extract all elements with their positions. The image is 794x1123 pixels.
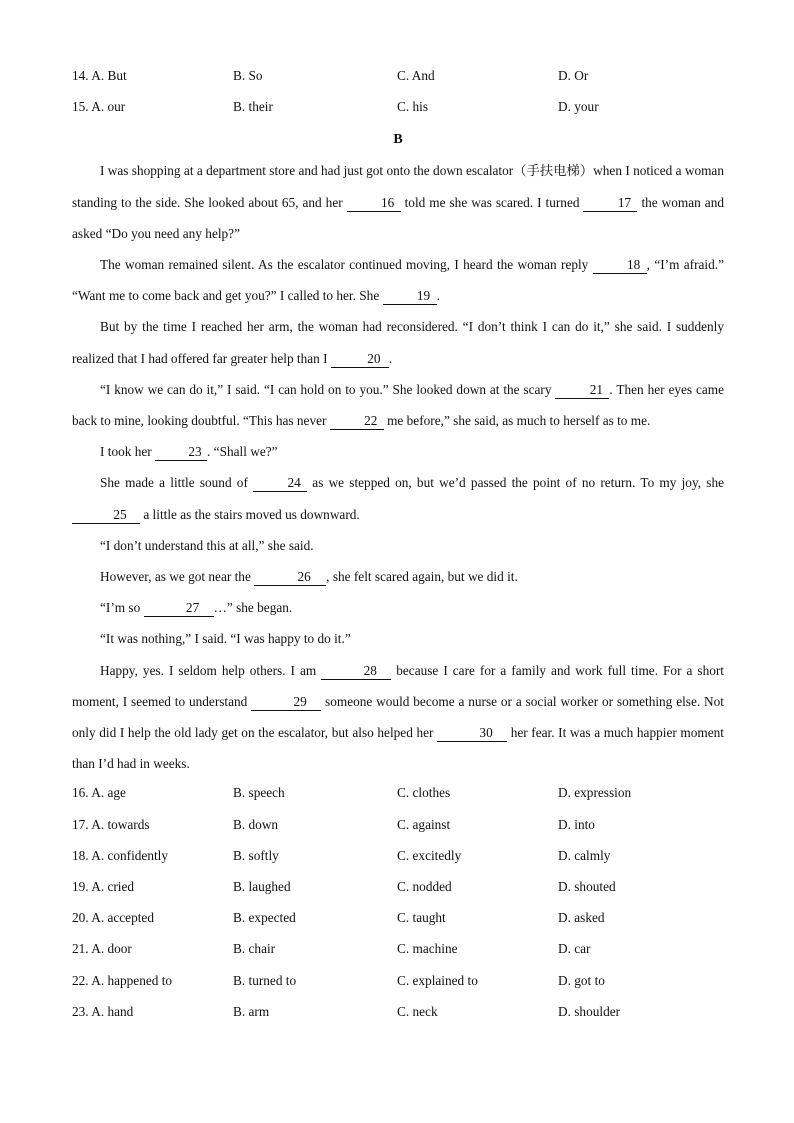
option-a: 22. A. happened to	[72, 972, 173, 988]
option-d: D. car	[558, 941, 591, 957]
option-d: D. shouted	[558, 879, 616, 894]
option-d: D. shoulder	[558, 1003, 621, 1019]
option-c: C. And	[397, 68, 435, 83]
option-a: 23. A. hand	[72, 1003, 134, 1019]
option-row-15	[72, 93, 724, 124]
passage-paragraph-5: I took her 23 . “Shall we?”	[100, 444, 278, 460]
option-c: C. nodded	[397, 879, 452, 894]
blank-22: 22	[330, 412, 384, 430]
passage-paragraph-7: “I don’t understand this at all,” she said.	[100, 537, 314, 553]
option-c: C. clothes	[397, 785, 451, 801]
option-b: B. down	[233, 816, 279, 832]
passage-paragraph-11: Happy, yes. I seldom help others. I am 28 because I care for a family and work full time. For a short moment, I seemed to understand 29 someone would become a nurse or a social worker or something else. Not only did I help the old lady get on the escalator, but also helped her 30 her fear. It was a much happier moment than I’d had in weeks.	[72, 662, 725, 772]
option-d: D. Or	[558, 68, 589, 83]
answer-options	[72, 779, 724, 1029]
passage-paragraph-10: “It was nothing,” I said. “I was happy to do it.”	[100, 631, 351, 647]
blank-23: 23	[155, 443, 207, 461]
option-c: C. against	[397, 816, 451, 832]
option-a: 18. A. confidently	[72, 847, 169, 863]
blank-19: 19	[383, 287, 437, 305]
blank-26: 26	[254, 568, 326, 586]
blank-24: 24	[253, 474, 307, 492]
option-row-21	[72, 935, 724, 966]
option-a: 17. A. towards	[72, 816, 150, 832]
option-a: 16. A. age	[72, 785, 126, 801]
option-c: C. taught	[397, 910, 446, 926]
passage-paragraph-3: But by the time I reached her arm, the woman had reconsidered. “I don’t think I can do it,” she said. I suddenly realized that I had offered far greater help than I 20 .	[72, 319, 724, 366]
option-d: D. into	[558, 816, 595, 832]
exam-page	[72, 62, 724, 1029]
option-b: B. their	[233, 99, 273, 115]
option-b: B. chair	[233, 941, 276, 957]
option-c: C. explained to	[397, 972, 478, 988]
option-d: D. got to	[558, 972, 605, 988]
blank-30: 30	[437, 724, 507, 742]
option-c: C. neck	[397, 1003, 438, 1019]
option-d: D. your	[558, 99, 599, 115]
option-row-17	[72, 811, 724, 842]
option-row-14	[72, 62, 724, 93]
blank-16: 16	[347, 194, 401, 212]
option-a: 21. A. door	[72, 941, 132, 957]
option-b: B. speech	[233, 785, 285, 801]
passage-paragraph-4: “I know we can do it,” I said. “I can hold on to you.” She looked down at the scary 21 . Then her eyes came back to mine, looking doubtful. “This has never 22 me before,” she said, as much to herself as to me.	[72, 381, 724, 428]
option-c: C. his	[397, 99, 429, 115]
option-row-18	[72, 842, 724, 873]
option-b: B. expected	[233, 910, 296, 926]
option-row-20	[72, 904, 724, 935]
option-a: 15. A. our	[72, 99, 126, 115]
blank-17: 17	[583, 194, 637, 212]
passage-paragraph-8: However, as we got near the 26 , she felt scared again, but we did it.	[100, 569, 518, 585]
option-row-16	[72, 779, 724, 810]
option-b: B. laughed	[233, 879, 291, 894]
blank-28: 28	[321, 662, 391, 680]
option-d: D. expression	[558, 785, 632, 801]
option-d: D. asked	[558, 910, 605, 926]
passage-paragraph-6: She made a little sound of 24 as we stepped on, but we’d passed the point of no return. To my joy, she 25 a little as the stairs moved us downward.	[72, 467, 724, 529]
option-row-23	[72, 998, 724, 1029]
option-a: 14. A. But	[72, 68, 127, 83]
blank-27: 27	[144, 599, 214, 617]
option-row-19	[72, 873, 724, 904]
passage-paragraph-9: “I’m so 27 …” she began.	[100, 600, 293, 616]
option-b: B. arm	[233, 1003, 270, 1019]
blank-25: 25	[72, 506, 140, 524]
option-a: 19. A. cried	[72, 879, 135, 894]
blank-29: 29	[251, 693, 321, 711]
option-row-22	[72, 967, 724, 998]
blank-20: 20	[331, 350, 389, 368]
option-c: C. excitedly	[397, 847, 462, 863]
blank-21: 21	[555, 381, 609, 399]
section-title: B	[393, 132, 403, 148]
option-c: C. machine	[397, 941, 458, 957]
option-b: B. So	[233, 68, 263, 83]
option-b: B. softly	[233, 847, 279, 863]
passage-paragraph-2: The woman remained silent. As the escalator continued moving, I heard the woman reply 18 , “I’m afraid.” “Want me to come back and get you?” I called to her. She 19 .	[72, 256, 724, 304]
option-d: D. calmly	[558, 847, 611, 863]
option-a: 20. A. accepted	[72, 910, 154, 926]
passage-paragraph-1: I was shopping at a department store and had just got onto the down escalator（手扶电梯）when I noticed a woman standing to the side. She looked about 65, and her 16 told me she was scared. I turned 17 the woman and asked “Do you need any help?”	[72, 163, 725, 241]
option-b: B. turned to	[233, 972, 297, 988]
blank-18: 18	[593, 256, 647, 274]
